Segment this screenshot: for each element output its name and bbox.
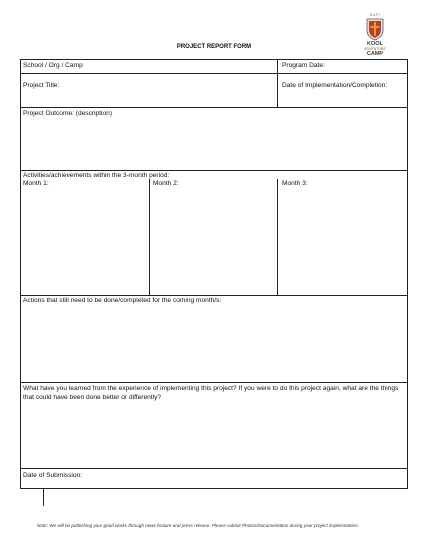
row-sep-1 <box>20 73 408 74</box>
logo-line-3: CAMP <box>366 51 384 57</box>
actions-pending-label: Actions that still need to be done/completed for the coming month/s: <box>23 297 222 304</box>
form-title: PROJECT REPORT FORM <box>176 44 252 50</box>
school-org-camp-label: School / Org / Camp <box>23 62 83 69</box>
border-top <box>20 59 408 60</box>
program-date-label: Program Date: <box>282 62 325 69</box>
month-1-label: Month 1: <box>23 180 49 187</box>
row-sep-6 <box>20 468 408 469</box>
report-form-grid <box>20 59 408 489</box>
top-rows-split <box>277 59 278 107</box>
logo-line-1: KOOL <box>367 41 383 47</box>
row-sep-2 <box>20 107 408 108</box>
camp-logo <box>360 12 390 64</box>
logo-line-2: ADVENTURE <box>364 47 386 51</box>
logo-top-text: BAFI <box>369 12 381 17</box>
implementation-date-label: Date of Implementation/Completion: <box>282 82 388 89</box>
date-of-submission-label: Date of Submission: <box>23 472 83 479</box>
project-outcome-label: Project Outcome: (description) <box>23 110 113 117</box>
project-title-label: Project Title: <box>23 82 60 89</box>
border-right <box>407 59 408 489</box>
month-split-2 <box>277 179 278 295</box>
row-sep-3 <box>20 170 408 171</box>
border-left <box>20 59 21 489</box>
lessons-learned-label: What have you learned from the experience of implementing this project? If you were to do this project again, what are the things that could have been done better or differently? <box>23 385 399 401</box>
footer-note: Note: We will be publishing your good works through news feature and press release. Please submit Photos/Documentation during your project implemntation. <box>37 523 359 528</box>
signature-line <box>43 488 44 506</box>
row-sep-5 <box>20 382 408 383</box>
row-sep-4 <box>20 295 408 296</box>
month-2-label: Month 2: <box>153 180 179 187</box>
shield-icon <box>365 18 385 41</box>
border-bottom <box>20 488 408 489</box>
month-split-1 <box>149 179 150 295</box>
month-3-label: Month 3: <box>282 180 308 187</box>
activities-heading-label: Activities/achievements within the 3-month period: <box>23 172 170 179</box>
